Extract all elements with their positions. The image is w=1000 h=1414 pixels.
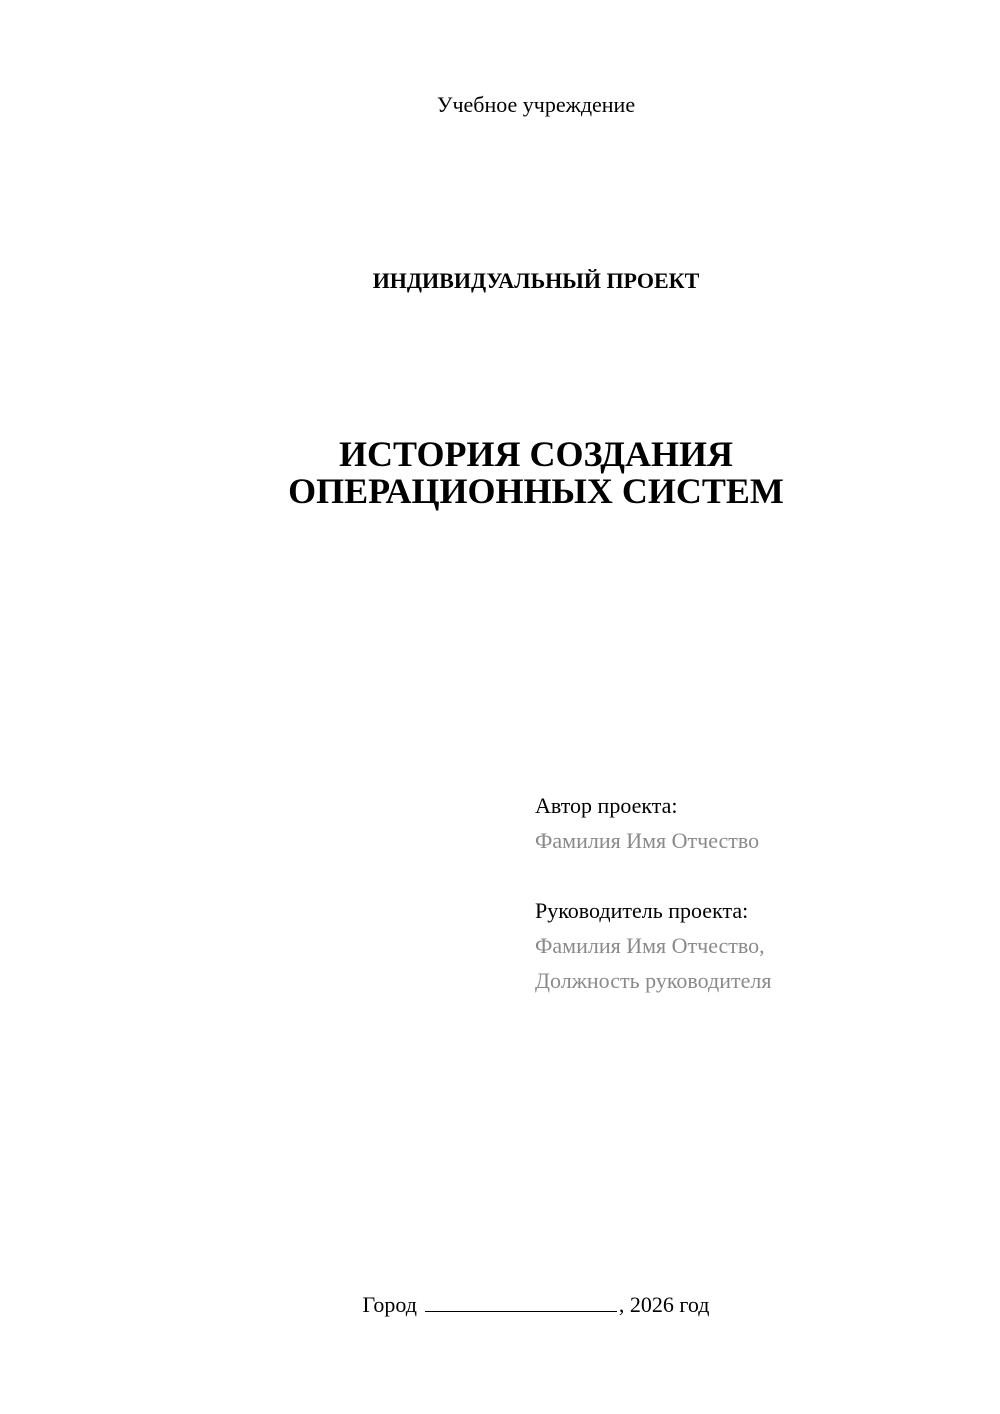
author-label: Автор проекта: <box>535 793 678 818</box>
supervisor-position: Должность руководителя <box>535 968 772 993</box>
footer-city-year <box>0 1290 1000 1320</box>
author-name: Фамилия Имя Отчество <box>535 828 760 853</box>
project-title <box>0 436 1000 510</box>
institution-name: Учебное учреждение <box>436 92 636 117</box>
city-blank-line <box>425 1291 617 1312</box>
city-label: Город <box>362 1292 417 1317</box>
year-text: , 2026 год <box>618 1292 710 1317</box>
credits-block <box>535 788 975 998</box>
project-type-heading: ИНДИВИДУАЛЬНЫЙ ПРОЕКТ <box>372 268 700 293</box>
supervisor-name: Фамилия Имя Отчество, <box>535 933 765 958</box>
supervisor-label: Руководитель проекта: <box>535 898 749 923</box>
credits-spacer <box>535 858 975 893</box>
project-title-line-1: ИСТОРИЯ СОЗДАНИЯ <box>338 434 734 474</box>
project-title-line-2: ОПЕРАЦИОННЫХ СИСТЕМ <box>288 471 784 511</box>
